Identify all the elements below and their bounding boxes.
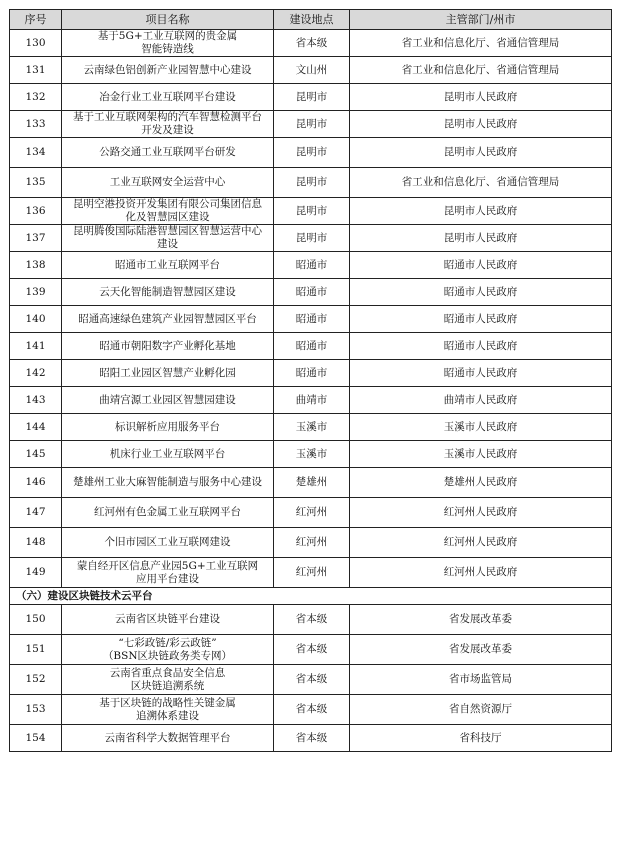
table-row bbox=[10, 111, 612, 138]
table-row bbox=[10, 635, 612, 665]
cell-project-name: 机床行业工业互联网平台 bbox=[62, 441, 274, 468]
table-row bbox=[10, 279, 612, 306]
table-row bbox=[10, 84, 612, 111]
cell-location: 文山州 bbox=[274, 57, 350, 84]
cell-authority: 省工业和信息化厅、省通信管理局 bbox=[350, 168, 612, 198]
cell-project-name: 楚雄州工业大麻智能制造与服务中心建设 bbox=[62, 468, 274, 498]
cell-index: 150 bbox=[10, 605, 62, 635]
cell-authority: 昭通市人民政府 bbox=[350, 252, 612, 279]
cell-location: 昭通市 bbox=[274, 333, 350, 360]
cell-index: 153 bbox=[10, 695, 62, 725]
cell-project-name: 标识解析应用服务平台 bbox=[62, 414, 274, 441]
table-row bbox=[10, 695, 612, 725]
cell-project-name: 云南省重点食品安全信息 区块链追溯系统 bbox=[62, 665, 274, 695]
cell-project-name: 昭通市朝阳数字产业孵化基地 bbox=[62, 333, 274, 360]
cell-location: 昭通市 bbox=[274, 279, 350, 306]
cell-project-name: 昆明腾俊国际陆港智慧园区智慧运营中心 建设 bbox=[62, 225, 274, 252]
table-row bbox=[10, 360, 612, 387]
cell-index: 151 bbox=[10, 635, 62, 665]
table-row bbox=[10, 528, 612, 558]
cell-project-name: 工业互联网安全运营中心 bbox=[62, 168, 274, 198]
cell-authority: 昆明市人民政府 bbox=[350, 111, 612, 138]
cell-authority: 省市场监管局 bbox=[350, 665, 612, 695]
cell-index: 130 bbox=[10, 30, 62, 57]
table-row bbox=[10, 30, 612, 57]
cell-index: 152 bbox=[10, 665, 62, 695]
cell-project-name: 红河州有色金属工业互联网平台 bbox=[62, 498, 274, 528]
cell-project-name: 蒙自经开区信息产业园5G+工业互联网 应用平台建设 bbox=[62, 558, 274, 588]
cell-index: 132 bbox=[10, 84, 62, 111]
cell-authority: 昭通市人民政府 bbox=[350, 360, 612, 387]
cell-index: 154 bbox=[10, 725, 62, 752]
cell-authority: 昭通市人民政府 bbox=[350, 306, 612, 333]
cell-index: 145 bbox=[10, 441, 62, 468]
header-authority: 主管部门/州市 bbox=[350, 10, 612, 30]
cell-project-name: 冶金行业工业互联网平台建设 bbox=[62, 84, 274, 111]
cell-index: 143 bbox=[10, 387, 62, 414]
table-row bbox=[10, 198, 612, 225]
cell-location: 省本级 bbox=[274, 695, 350, 725]
cell-location: 昆明市 bbox=[274, 138, 350, 168]
cell-location: 楚雄州 bbox=[274, 468, 350, 498]
cell-location: 红河州 bbox=[274, 528, 350, 558]
table-body-a bbox=[10, 30, 612, 588]
cell-project-name: 个旧市园区工业互联网建设 bbox=[62, 528, 274, 558]
cell-location: 省本级 bbox=[274, 30, 350, 57]
cell-index: 139 bbox=[10, 279, 62, 306]
table-row bbox=[10, 168, 612, 198]
table-row bbox=[10, 57, 612, 84]
cell-index: 147 bbox=[10, 498, 62, 528]
cell-location: 红河州 bbox=[274, 498, 350, 528]
cell-authority: 省工业和信息化厅、省通信管理局 bbox=[350, 30, 612, 57]
cell-index: 149 bbox=[10, 558, 62, 588]
table-row bbox=[10, 665, 612, 695]
cell-location: 省本级 bbox=[274, 635, 350, 665]
cell-authority: 玉溪市人民政府 bbox=[350, 414, 612, 441]
cell-index: 136 bbox=[10, 198, 62, 225]
cell-location: 昆明市 bbox=[274, 168, 350, 198]
cell-index: 144 bbox=[10, 414, 62, 441]
cell-index: 134 bbox=[10, 138, 62, 168]
table-row bbox=[10, 468, 612, 498]
cell-authority: 红河州人民政府 bbox=[350, 528, 612, 558]
cell-project-name: “七彩政链/彩云政链” （BSN区块链政务类专网） bbox=[62, 635, 274, 665]
cell-project-name: 云南省区块链平台建设 bbox=[62, 605, 274, 635]
cell-location: 昭通市 bbox=[274, 252, 350, 279]
cell-authority: 昆明市人民政府 bbox=[350, 138, 612, 168]
cell-location: 昭通市 bbox=[274, 360, 350, 387]
cell-index: 142 bbox=[10, 360, 62, 387]
cell-authority: 昆明市人民政府 bbox=[350, 225, 612, 252]
cell-project-name: 昭阳工业园区智慧产业孵化园 bbox=[62, 360, 274, 387]
header-location: 建设地点 bbox=[274, 10, 350, 30]
cell-authority: 省发展改革委 bbox=[350, 635, 612, 665]
cell-project-name: 云天化智能制造智慧园区建设 bbox=[62, 279, 274, 306]
header-index: 序号 bbox=[10, 10, 62, 30]
cell-index: 135 bbox=[10, 168, 62, 198]
cell-location: 红河州 bbox=[274, 558, 350, 588]
cell-location: 昆明市 bbox=[274, 84, 350, 111]
cell-project-name: 云南绿色铝创新产业园智慧中心建设 bbox=[62, 57, 274, 84]
cell-location: 昆明市 bbox=[274, 111, 350, 138]
cell-project-name: 公路交通工业互联网平台研发 bbox=[62, 138, 274, 168]
cell-authority: 昭通市人民政府 bbox=[350, 333, 612, 360]
cell-authority: 红河州人民政府 bbox=[350, 498, 612, 528]
cell-authority: 玉溪市人民政府 bbox=[350, 441, 612, 468]
table-row bbox=[10, 605, 612, 635]
table-body-b bbox=[10, 605, 612, 752]
cell-project-name: 昭通高速绿色建筑产业园智慧园区平台 bbox=[62, 306, 274, 333]
cell-index: 140 bbox=[10, 306, 62, 333]
cell-authority: 昭通市人民政府 bbox=[350, 279, 612, 306]
cell-project-name: 曲靖宫源工业园区智慧园建设 bbox=[62, 387, 274, 414]
cell-index: 137 bbox=[10, 225, 62, 252]
table-row bbox=[10, 138, 612, 168]
cell-authority: 省自然资源厅 bbox=[350, 695, 612, 725]
table-row bbox=[10, 333, 612, 360]
cell-project-name: 昭通市工业互联网平台 bbox=[62, 252, 274, 279]
table-row bbox=[10, 498, 612, 528]
table-row bbox=[10, 414, 612, 441]
section-row bbox=[10, 588, 612, 605]
cell-authority: 省科技厅 bbox=[350, 725, 612, 752]
table-row bbox=[10, 387, 612, 414]
cell-project-name: 昆明空港投资开发集团有限公司集团信息 化及智慧园区建设 bbox=[62, 198, 274, 225]
cell-index: 148 bbox=[10, 528, 62, 558]
cell-project-name: 基于工业互联网架构的汽车智慧检测平台 开发及建设 bbox=[62, 111, 274, 138]
table-row bbox=[10, 225, 612, 252]
cell-authority: 省工业和信息化厅、省通信管理局 bbox=[350, 57, 612, 84]
cell-index: 138 bbox=[10, 252, 62, 279]
table-row bbox=[10, 725, 612, 752]
cell-project-name: 基于5G+工业互联网的贵金属 智能铸造线 bbox=[62, 30, 274, 57]
header-project-name: 项目名称 bbox=[62, 10, 274, 30]
header-row bbox=[10, 10, 612, 30]
cell-location: 省本级 bbox=[274, 725, 350, 752]
cell-location: 玉溪市 bbox=[274, 414, 350, 441]
cell-location: 省本级 bbox=[274, 665, 350, 695]
cell-index: 141 bbox=[10, 333, 62, 360]
cell-location: 昆明市 bbox=[274, 198, 350, 225]
cell-location: 玉溪市 bbox=[274, 441, 350, 468]
cell-authority: 昆明市人民政府 bbox=[350, 198, 612, 225]
cell-authority: 红河州人民政府 bbox=[350, 558, 612, 588]
cell-location: 曲靖市 bbox=[274, 387, 350, 414]
cell-project-name: 云南省科学大数据管理平台 bbox=[62, 725, 274, 752]
table-row bbox=[10, 306, 612, 333]
cell-location: 省本级 bbox=[274, 605, 350, 635]
section-body bbox=[10, 588, 612, 605]
cell-authority: 省发展改革委 bbox=[350, 605, 612, 635]
project-table bbox=[9, 9, 612, 752]
table-row bbox=[10, 252, 612, 279]
cell-authority: 楚雄州人民政府 bbox=[350, 468, 612, 498]
cell-authority: 曲靖市人民政府 bbox=[350, 387, 612, 414]
cell-location: 昆明市 bbox=[274, 225, 350, 252]
cell-project-name: 基于区块链的战略性关键金属 追溯体系建设 bbox=[62, 695, 274, 725]
table-header bbox=[10, 10, 612, 30]
cell-authority: 昆明市人民政府 bbox=[350, 84, 612, 111]
cell-index: 146 bbox=[10, 468, 62, 498]
section-title: （六）建设区块链技术云平台 bbox=[10, 588, 612, 605]
cell-index: 131 bbox=[10, 57, 62, 84]
table-row bbox=[10, 441, 612, 468]
table-row bbox=[10, 558, 612, 588]
cell-index: 133 bbox=[10, 111, 62, 138]
cell-location: 昭通市 bbox=[274, 306, 350, 333]
